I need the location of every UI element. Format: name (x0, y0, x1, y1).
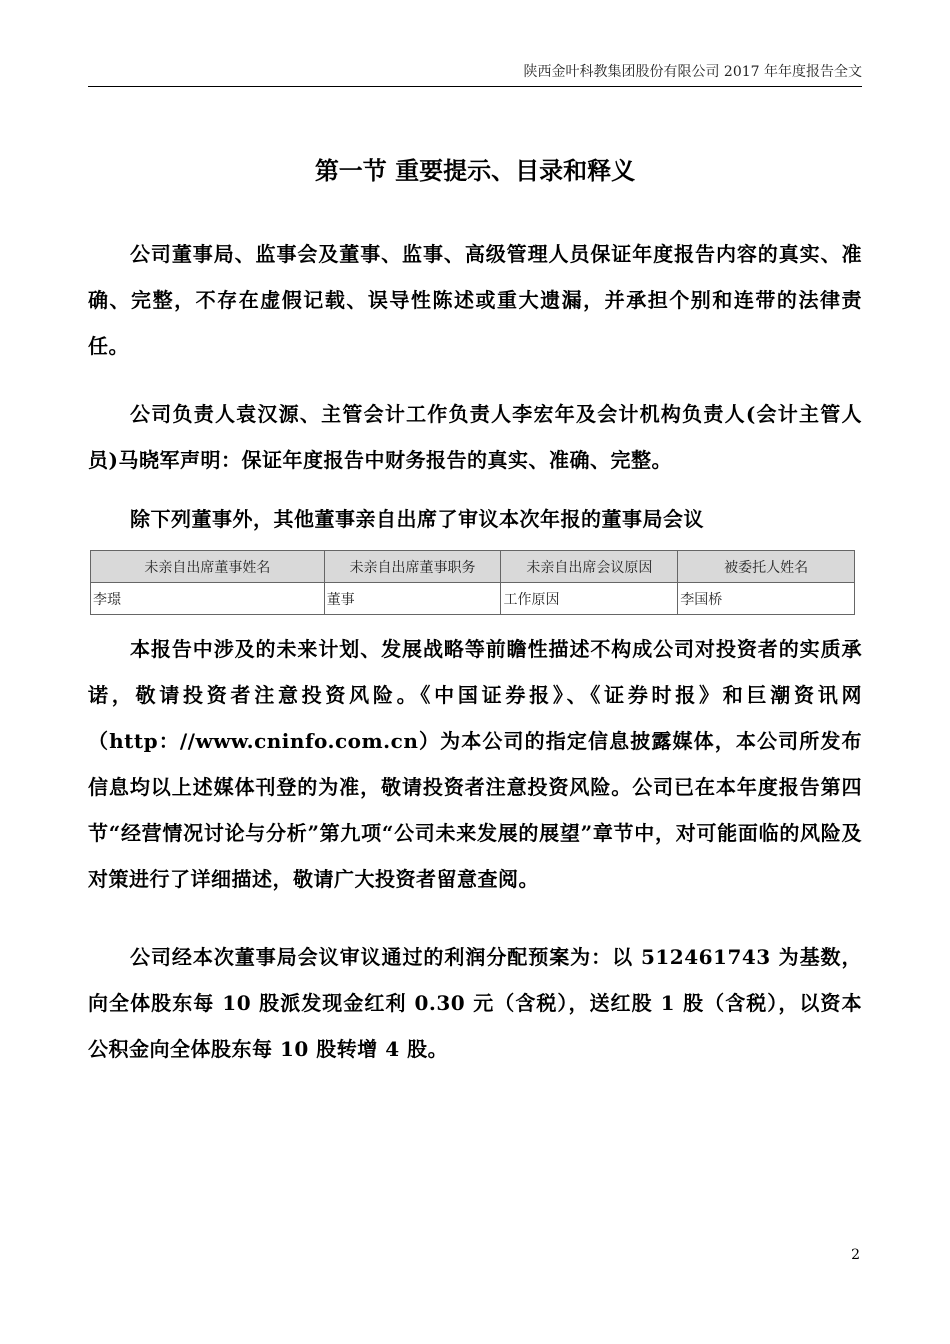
page-number: 2 (851, 1247, 860, 1263)
table-cell: 李璟 (91, 583, 325, 615)
paragraph-forward-looking-risk: 本报告中涉及的未来计划、发展战略等前瞻性描述不构成公司对投资者的实质承诺，敬请投资者注意投资风险。《中国证券报》、《证券时报》和巨潮资讯网（http：//www.cninfo.com.cn）为本公司的指定信息披露媒体，本公司所发布信息均以上述媒体刊登的为准，敬请投资者注意投资风险。公司已在本年度报告第四节“经营情况讨论与分析”第九项“公司未来发展的展望”章节中，对可能面临的风险及对策进行了详细描述，敬请广大投资者留意查阅。 (88, 637, 862, 891)
table-cell: 工作原因 (501, 583, 678, 615)
table-cell: 李国桥 (678, 583, 855, 615)
absent-directors-table (90, 550, 855, 615)
paragraph-profit-distribution: 公司经本次董事局会议审议通过的利润分配预案为：以 512461743 为基数，向全体股东每 10 股派发现金红利 0.30 元（含税），送红股 1 股（含税），以资本公积金向全体股东每 10 股转增 4 股。 (88, 945, 862, 1061)
table-header-cell: 未亲自出席董事职务 (324, 551, 501, 583)
section-title: 第一节 重要提示、目录和释义 (314, 156, 636, 185)
table-header-cell: 被委托人姓名 (678, 551, 855, 583)
running-header: 陕西金叶科教集团股份有限公司 2017 年年度报告全文 (523, 64, 862, 80)
paragraph-board-guarantee: 公司董事局、监事会及董事、监事、高级管理人员保证年度报告内容的真实、准确、完整，不存在虚假记载、误导性陈述或重大遗漏，并承担个别和连带的法律责任。 (88, 242, 862, 358)
table-cell: 董事 (324, 583, 501, 615)
table-header-row (91, 551, 855, 583)
table-row (91, 583, 855, 615)
paragraph-responsible-persons: 公司负责人袁汉源、主管会计工作负责人李宏年及会计机构负责人(会计主管人员)马晓军声明：保证年度报告中财务报告的真实、准确、完整。 (88, 402, 862, 472)
table-header-cell: 未亲自出席会议原因 (501, 551, 678, 583)
table-header-cell: 未亲自出席董事姓名 (91, 551, 325, 583)
header-divider (88, 86, 862, 87)
paragraph-absent-directors: 除下列董事外，其他董事亲自出席了审议本次年报的董事局会议 (130, 507, 704, 531)
